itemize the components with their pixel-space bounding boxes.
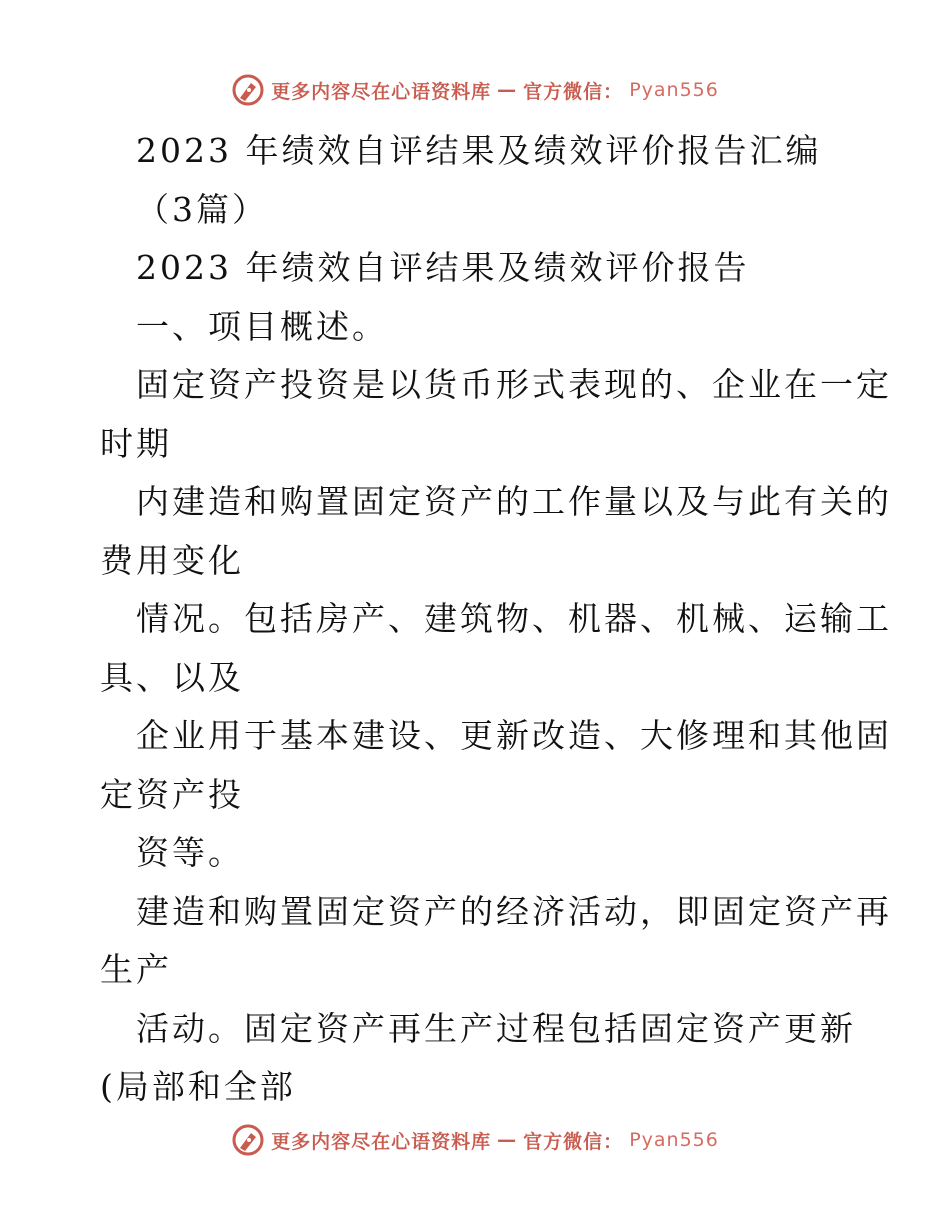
banner-site-text: 更多内容尽在心语资料库 [271,1130,492,1153]
banner-wechat-id: Pyan556 [629,79,719,101]
text-line: 固定资产投资是以货币形式表现的、企业在一定 [136,365,892,404]
text-line: 一、项目概述。 [136,306,388,346]
text-line: 建造和购置固定资产的经济活动，即固定资产再 [136,891,892,931]
text-line: 定资产投 [100,774,244,814]
document-body [100,122,892,1117]
text-line: 时期 [100,423,172,463]
text-line: 2023 年绩效自评结果及绩效评价报告汇编 [136,131,822,170]
text-line: 企业用于基本建设、更新改造、大修理和其他固 [136,716,892,755]
text-line: 活动。固定资产再生产过程包括固定资产更新 [136,1008,856,1048]
banner-official-label: 官方微信： [523,1130,624,1153]
text-line: 内建造和购置固定资产的工作量以及与此有关的 [136,482,892,521]
text-line: 2023 年绩效自评结果及绩效评价报告 [136,248,750,287]
banner-official-label: 官方微信： [523,80,624,103]
text-line: 情况。包括房产、建筑物、机器、机械、运输工 [136,599,892,638]
text-line: 生产 [100,950,172,989]
pen-nib-logo-icon [231,73,265,107]
text-line: 具、以及 [100,657,244,697]
banner-site-text: 更多内容尽在心语资料库 [271,80,492,103]
banner-dash: — [497,79,518,101]
text-line: （3篇） [136,189,268,229]
banner-dash: — [497,1129,518,1151]
banner-wechat-id: Pyan556 [629,1129,719,1151]
text-line: 资等。 [136,833,244,872]
footer-watermark-banner [0,1120,950,1160]
pen-nib-logo-icon [231,1123,265,1157]
header-watermark-banner [0,70,950,110]
text-line: 费用变化 [100,540,244,580]
text-line: (局部和全部 [100,1067,296,1106]
